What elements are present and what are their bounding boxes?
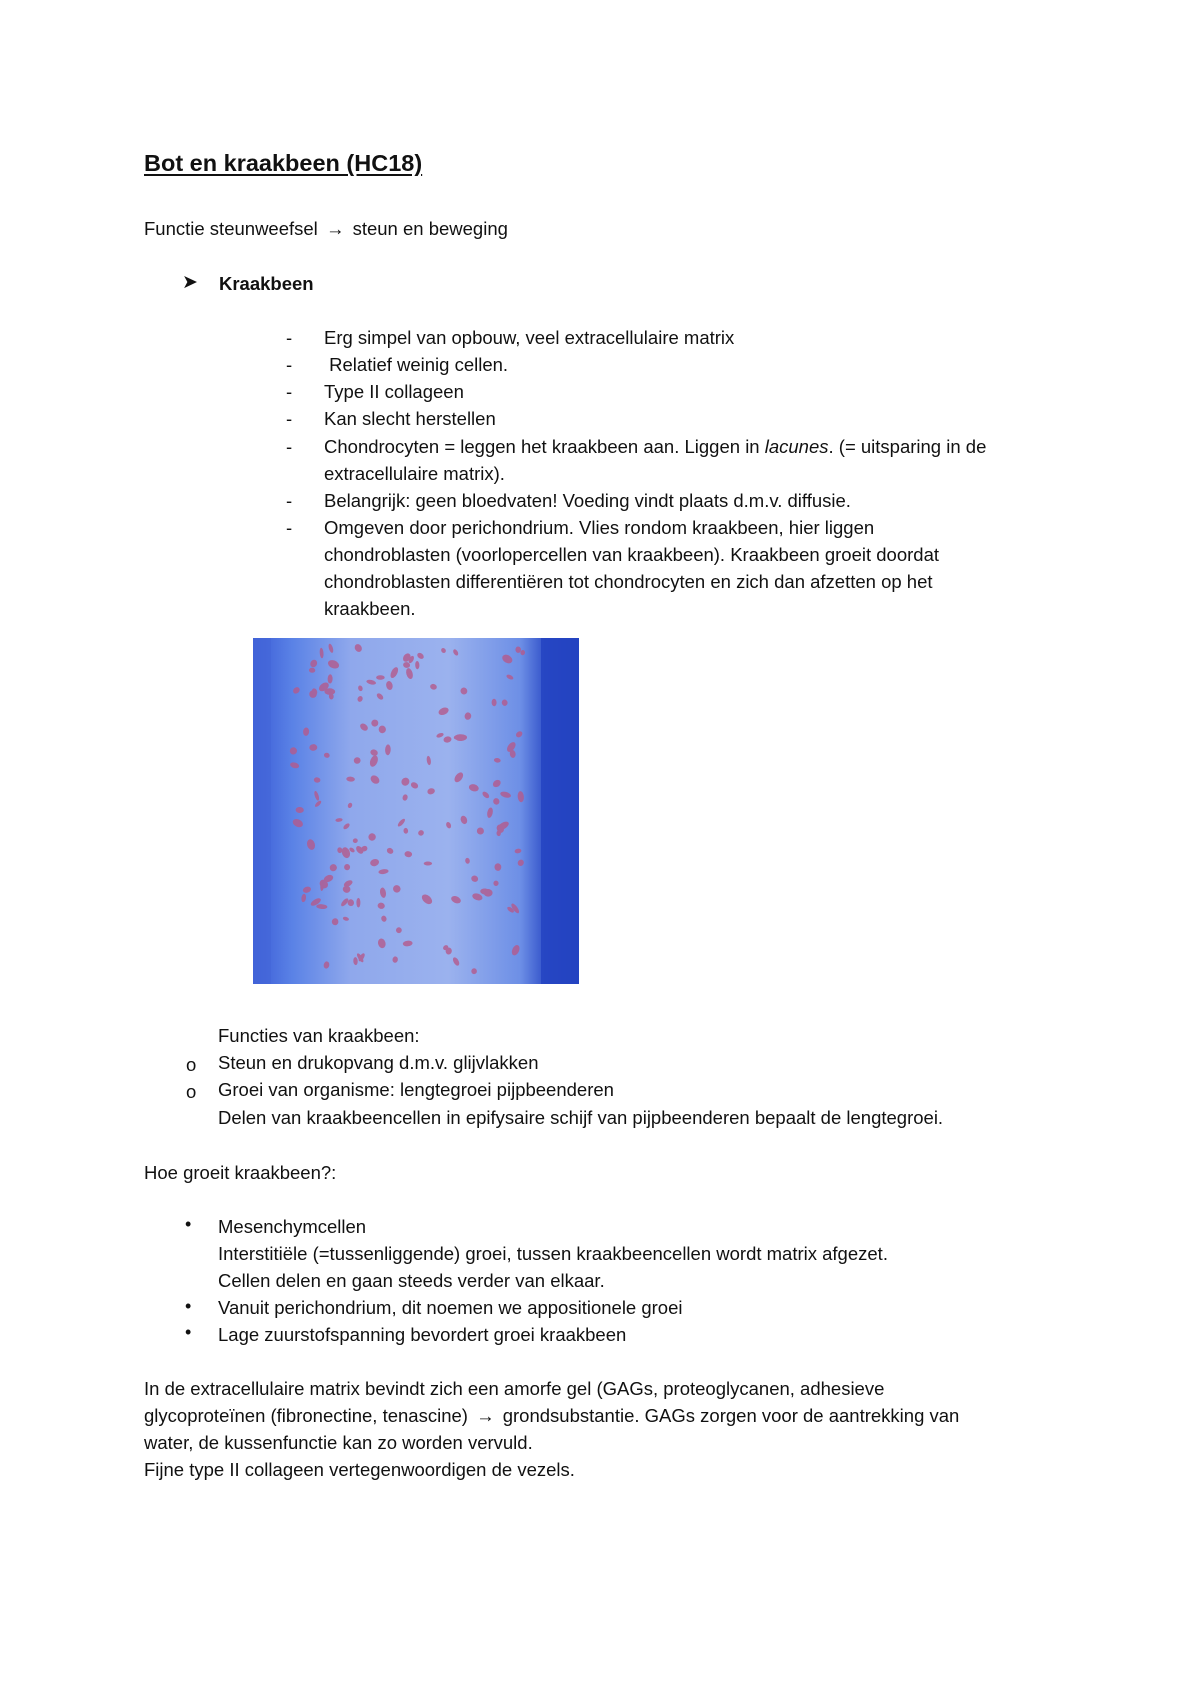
function-item: Groei van organisme: lengtegroei pijpbeenderen bbox=[218, 1079, 614, 1100]
growth-item: Mesenchymcellen bbox=[218, 1216, 367, 1237]
growth-item-continuation: Cellen delen en gaan steeds verder van elkaar. bbox=[218, 1270, 605, 1291]
list-item-continuation: extracellulaire matrix). bbox=[324, 463, 505, 484]
dash-marker: - bbox=[286, 517, 293, 538]
dash-marker: - bbox=[286, 381, 293, 402]
list-item-continuation: chondroblasten differentiëren tot chondrocyten en zich dan afzetten op het bbox=[324, 571, 933, 592]
dash-marker: - bbox=[286, 408, 293, 429]
functions-heading: Functies van kraakbeen: bbox=[218, 1025, 420, 1046]
circle-bullet-icon: o bbox=[186, 1081, 197, 1102]
dash-marker: - bbox=[286, 490, 293, 511]
page-title: Bot en kraakbeen (HC18) bbox=[144, 150, 423, 176]
dash-marker: - bbox=[286, 327, 293, 348]
intro-line bbox=[144, 218, 508, 240]
bullet-icon: • bbox=[185, 1214, 192, 1234]
list-item: Omgeven door perichondrium. Vlies rondom kraakbeen, hier liggen bbox=[324, 517, 875, 538]
arrow-icon: → bbox=[476, 1405, 495, 1426]
matrix-paragraph-line: water, de kussenfunctie kan zo worden vervuld. bbox=[144, 1432, 533, 1453]
growth-item: Vanuit perichondrium, dit noemen we appositionele groei bbox=[218, 1297, 683, 1318]
dash-marker: - bbox=[286, 436, 293, 457]
list-item: Erg simpel van opbouw, veel extracellulaire matrix bbox=[324, 327, 735, 348]
list-item: Kan slecht herstellen bbox=[324, 408, 496, 429]
bullet-icon: • bbox=[185, 1296, 192, 1316]
italic-term: lacunes bbox=[764, 436, 829, 457]
cell-nucleus bbox=[424, 862, 432, 866]
list-item-continuation: chondroblasten (voorlopercellen van kraakbeen). Kraakbeen groeit doordat bbox=[324, 544, 939, 565]
list-item: Chondrocyten = leggen het kraakbeen aan. Liggen in lacunes. (= uitsparing in de bbox=[324, 436, 987, 457]
dash-marker: - bbox=[286, 354, 293, 375]
intro-right: steun en beweging bbox=[352, 218, 508, 239]
cartilage-micrograph bbox=[253, 638, 579, 984]
matrix-paragraph-line: glycoproteïnen (fibronectine, tenascine) → grondsubstantie. GAGs zorgen voor de aantrekking van bbox=[144, 1405, 960, 1426]
matrix-paragraph-line: In de extracellulaire matrix bevindt zich een amorfe gel (GAGs, proteoglycanen, adhesieve bbox=[144, 1378, 885, 1399]
list-item: Type II collageen bbox=[324, 381, 464, 402]
list-item-continuation: kraakbeen. bbox=[324, 598, 416, 619]
section-heading: Kraakbeen bbox=[219, 273, 314, 294]
growth-item-continuation: Interstitiële (=tussenliggende) groei, tussen kraakbeencellen wordt matrix afgezet. bbox=[218, 1243, 888, 1264]
matrix-paragraph-line: Fijne type II collageen vertegenwoordigen de vezels. bbox=[144, 1459, 575, 1480]
growth-item: Lage zuurstofspanning bevordert groei kraakbeen bbox=[218, 1324, 627, 1345]
function-item: Steun en drukopvang d.m.v. glijvlakken bbox=[218, 1052, 539, 1073]
arrow-icon: → bbox=[325, 218, 345, 239]
list-item: Belangrijk: geen bloedvaten! Voeding vindt plaats d.m.v. diffusie. bbox=[324, 490, 851, 511]
list-item: Relatief weinig cellen. bbox=[324, 354, 509, 375]
cell-nucleus bbox=[356, 898, 360, 908]
section-marker-icon: ➤ bbox=[182, 272, 198, 293]
function-item-continuation: Delen van kraakbeencellen in epifysaire schijf van pijpbeenderen bepaalt de lengtegroei. bbox=[218, 1107, 944, 1128]
intro-left: Functie steunweefsel bbox=[144, 218, 318, 239]
bullet-icon: • bbox=[185, 1322, 192, 1342]
circle-bullet-icon: o bbox=[186, 1054, 197, 1075]
growth-heading: Hoe groeit kraakbeen?: bbox=[144, 1162, 337, 1183]
